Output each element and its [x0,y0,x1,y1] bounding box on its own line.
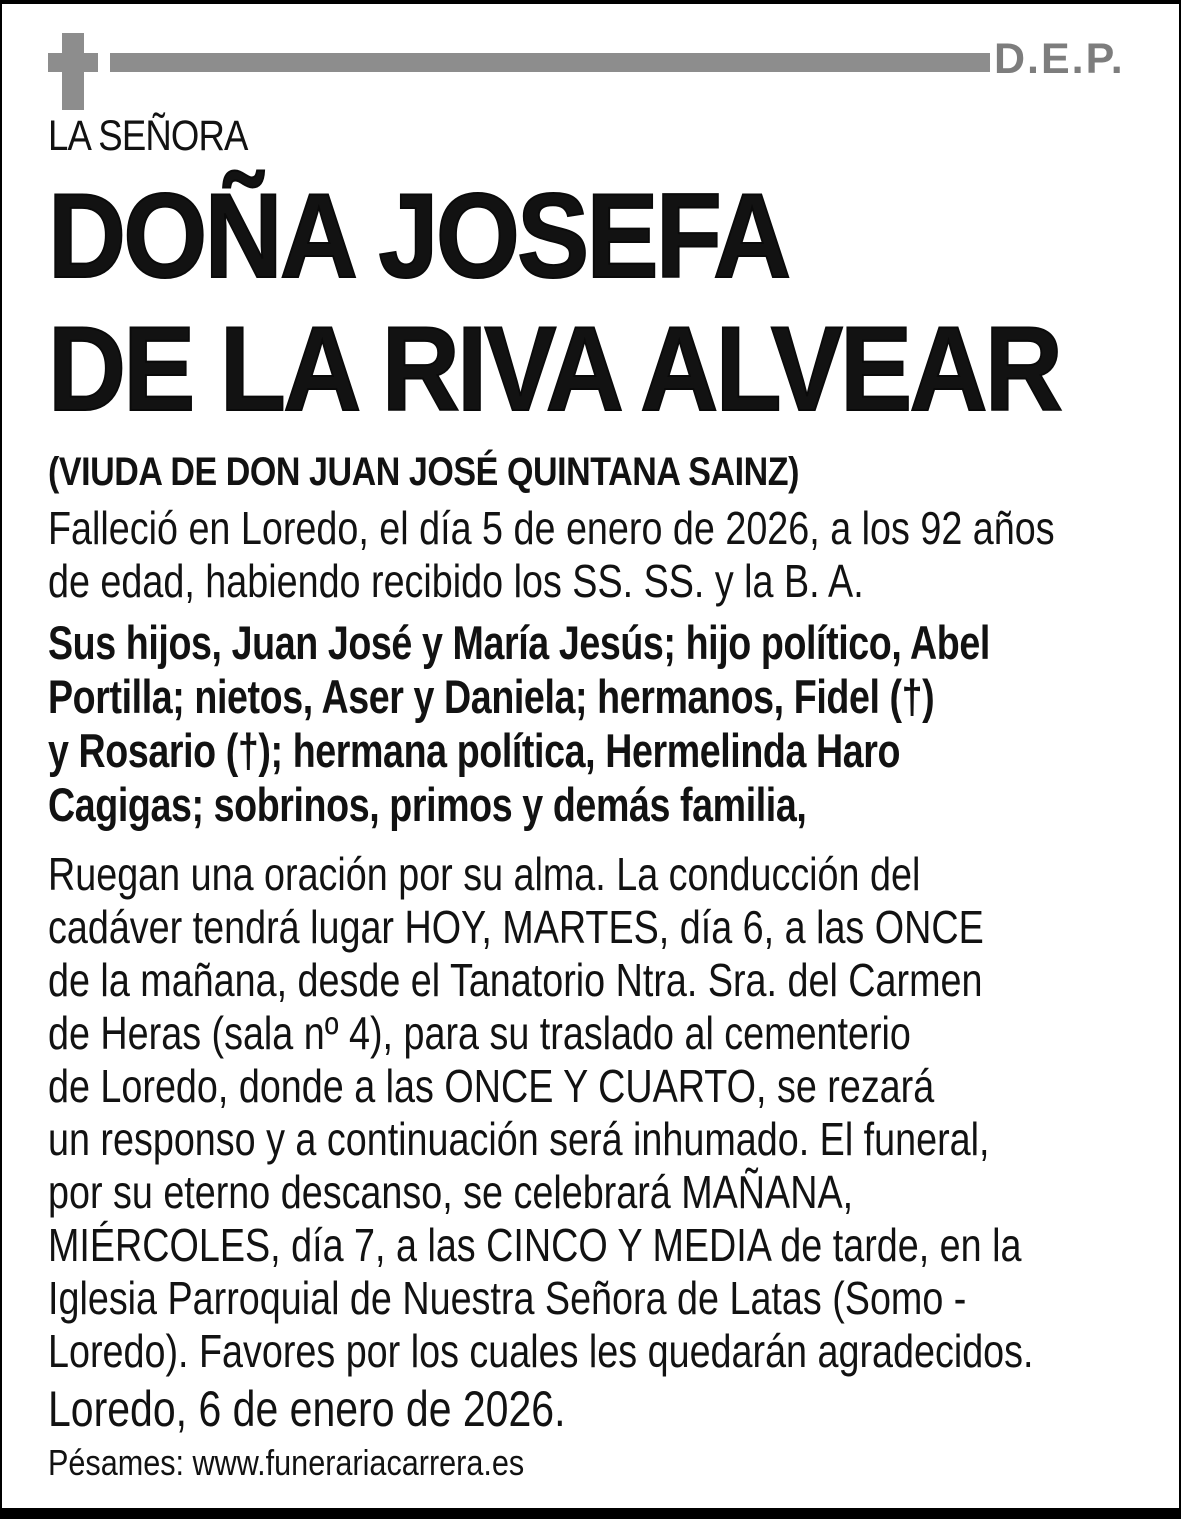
family-paragraph: Sus hijos, Juan José y María Jesús; hijo político, Abel Portilla; nietos, Aser y Daniela; hermanos, Fidel (†) y Rosario (†); hermana política, Hermelinda Haro Cagigas; sobrinos, primos y demás familia, [48,616,990,831]
cross-icon [48,53,98,72]
condolences-line: Pésames: www.funerariacarrera.es [48,1442,525,1483]
dep-label: D.E.P. [994,35,1125,83]
date-line: Loredo, 6 de enero de 2026. [48,1381,566,1437]
announcement-paragraph: Ruegan una oración por su alma. La conducción del cadáver tendrá lugar HOY, MARTES, día 6, a las ONCE de la mañana, desde el Tanatorio Ntra. Sra. del Carmen de Heras (sala nº 4), para su traslado al cementerio de Loredo, donde a las ONCE Y CUARTO, se rezará un responso y a continuación será inhumado. El funeral, por su eterno descanso, se celebrará MAÑANA, MIÉRCOLES, día 7, a las CINCO Y MEDIA de tarde, en la Iglesia Parroquial de Nuestra Señora de Latas (Somo - Loredo). Favores por los cuales les quedarán agradecidos. [48,848,1034,1377]
death-paragraph: Falleció en Loredo, el día 5 de enero de 2026, a los 92 años de edad, habiendo recibido los SS. SS. y la B. A. [48,502,1055,607]
deceased-name: DOÑA JOSEFA DE LA RIVA ALVEAR [48,169,1061,436]
widow-of-line: (VIUDA DE DON JUAN JOSÉ QUINTANA SAINZ) [48,450,799,494]
divider-bar [110,53,990,72]
deceased-prefix: LA SEÑORA [48,112,248,160]
